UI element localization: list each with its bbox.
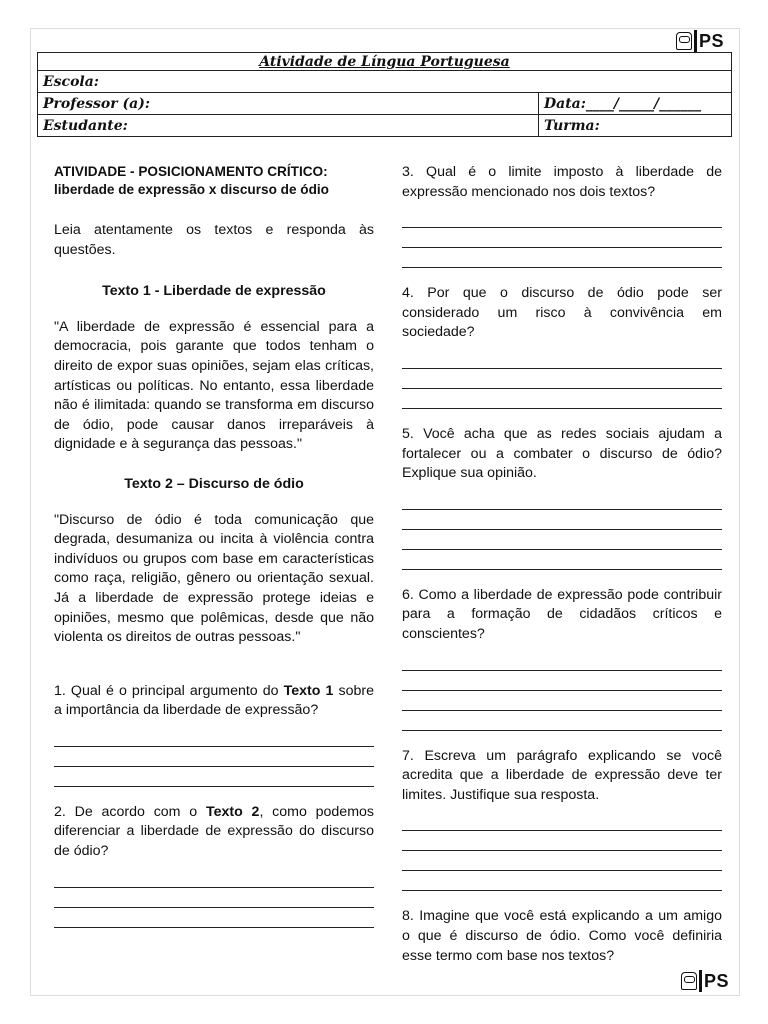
question-text-part: 2. De acordo com o (54, 803, 206, 820)
question-text-part: 6. Como a liberdade de expressão pode contribuir para a formação de cidadãos críticos e conscientes? (402, 586, 722, 642)
answer-line[interactable] (54, 767, 374, 787)
answer-line[interactable] (402, 389, 722, 409)
text1-body: "A liberdade de expressão é essencial para a democracia, pois garante que todos tenham o direito de expor suas opiniões, sejam elas críticas, artísticas ou políticas. No entanto, essa liberdade não é ilimitada: quando se transforma em discurso de ódio, pode causar danos irreparáveis à dignidade e à segurança das pessoas." (54, 318, 374, 453)
question-emphasis: Texto 2 (205, 803, 260, 820)
right-column (402, 163, 722, 982)
answer-line[interactable] (402, 369, 722, 389)
question-text-part: 1. Qual é o principal argumento do (54, 682, 284, 699)
estudante-field[interactable]: Estudante: (38, 115, 539, 137)
question-text (402, 907, 722, 966)
question-5 (402, 425, 722, 570)
activity-title (54, 163, 374, 199)
question-text (402, 586, 722, 645)
answer-line[interactable] (402, 811, 722, 831)
owl-icon (681, 972, 697, 990)
question-text-part: , como podemos diferenciar a liberdade de expressão do discurso de ódio? (54, 803, 375, 860)
activity-title-line1: ATIVIDADE - POSICIONAMENTO CRÍTICO: (54, 164, 328, 179)
question-text-part: 5. Você acha que as redes sociais ajudam a fortalecer ou a combater o discurso de ódio? Explique sua opinião. (402, 425, 722, 482)
answer-line[interactable] (402, 831, 722, 851)
answer-line[interactable] (402, 228, 722, 248)
answer-line[interactable] (54, 727, 374, 747)
answer-line[interactable] (402, 851, 722, 871)
header-table (37, 52, 732, 137)
answer-line[interactable] (402, 871, 722, 891)
answer-line[interactable] (402, 510, 722, 530)
question-text-part: sobre a importância da liberdade de expressão? (54, 682, 374, 719)
answer-line[interactable] (402, 248, 722, 268)
data-field[interactable]: Data:____/_____/______ (539, 93, 732, 115)
question-2 (54, 803, 374, 928)
question-text-part: 7. Escreva um parágrafo explicando se você acredita que a liberdade de expressão deve ter limites. Justifique sua resposta. (402, 747, 722, 803)
text2-body: "Discurso de ódio é toda comunicação que degrada, desumaniza ou incita à violência contra indivíduos ou grupos com base em características como raça, religião, gênero ou orientação sexual. Já a liberdade de expressão protege ideias e opiniões, mesmo que polêmicas, desde que não violenta os direitos de outras pessoas." (54, 511, 374, 646)
divider-bar (694, 30, 697, 52)
divider-bar (699, 970, 702, 992)
footer-logo (681, 970, 729, 992)
answer-line[interactable] (54, 868, 374, 888)
answer-line[interactable] (402, 208, 722, 228)
left-questions (54, 682, 374, 928)
answer-line[interactable] (402, 691, 722, 711)
worksheet-title: Atividade de Língua Portuguesa (38, 53, 732, 71)
question-text (402, 747, 722, 806)
question-text (402, 163, 722, 202)
answer-line[interactable] (54, 747, 374, 767)
answer-line[interactable] (402, 671, 722, 691)
question-text-part: 3. Qual é o limite imposto à liberdade de expressão mencionado nos dois textos? (402, 164, 722, 200)
right-questions (402, 163, 722, 966)
question-text (54, 803, 374, 862)
left-column (54, 163, 374, 944)
turma-field[interactable]: Turma: (539, 115, 732, 137)
logo-text: PS (704, 971, 730, 991)
question-text (402, 425, 722, 484)
question-emphasis: Texto 1 (283, 682, 334, 699)
question-4 (402, 284, 722, 409)
answer-line[interactable] (54, 908, 374, 928)
answer-line[interactable] (402, 349, 722, 369)
question-7 (402, 747, 722, 892)
answer-line[interactable] (54, 888, 374, 908)
activity-title-line2: liberdade de expressão x discurso de ódio (54, 182, 329, 197)
professor-field[interactable]: Professor (a): (38, 93, 539, 115)
question-text (402, 284, 722, 343)
question-1 (54, 682, 374, 787)
owl-icon (676, 32, 692, 50)
question-text-part: 4. Por que o discurso de ódio pode ser considerado um risco à convivência em sociedade? (402, 285, 722, 341)
instruction-text: Leia atentamente os textos e responda às questões. (54, 222, 374, 258)
answer-line[interactable] (402, 651, 722, 671)
text1-heading: Texto 1 - Liberdade de expressão (102, 283, 326, 300)
text2-heading: Texto 2 – Discurso de ódio (124, 475, 304, 492)
question-6 (402, 586, 722, 731)
logo-text: PS (699, 31, 725, 51)
question-3 (402, 163, 722, 268)
question-8 (402, 907, 722, 966)
answer-line[interactable] (402, 490, 722, 510)
escola-field[interactable]: Escola: (38, 71, 732, 93)
question-text (54, 682, 374, 721)
answer-line[interactable] (402, 550, 722, 570)
answer-line[interactable] (402, 711, 722, 731)
answer-line[interactable] (402, 530, 722, 550)
brand-logo (676, 30, 724, 52)
question-text-part: 8. Imagine que você está explicando a um amigo o que é discurso de ódio. Como você definiria esse termo com base nos textos? (402, 908, 722, 964)
